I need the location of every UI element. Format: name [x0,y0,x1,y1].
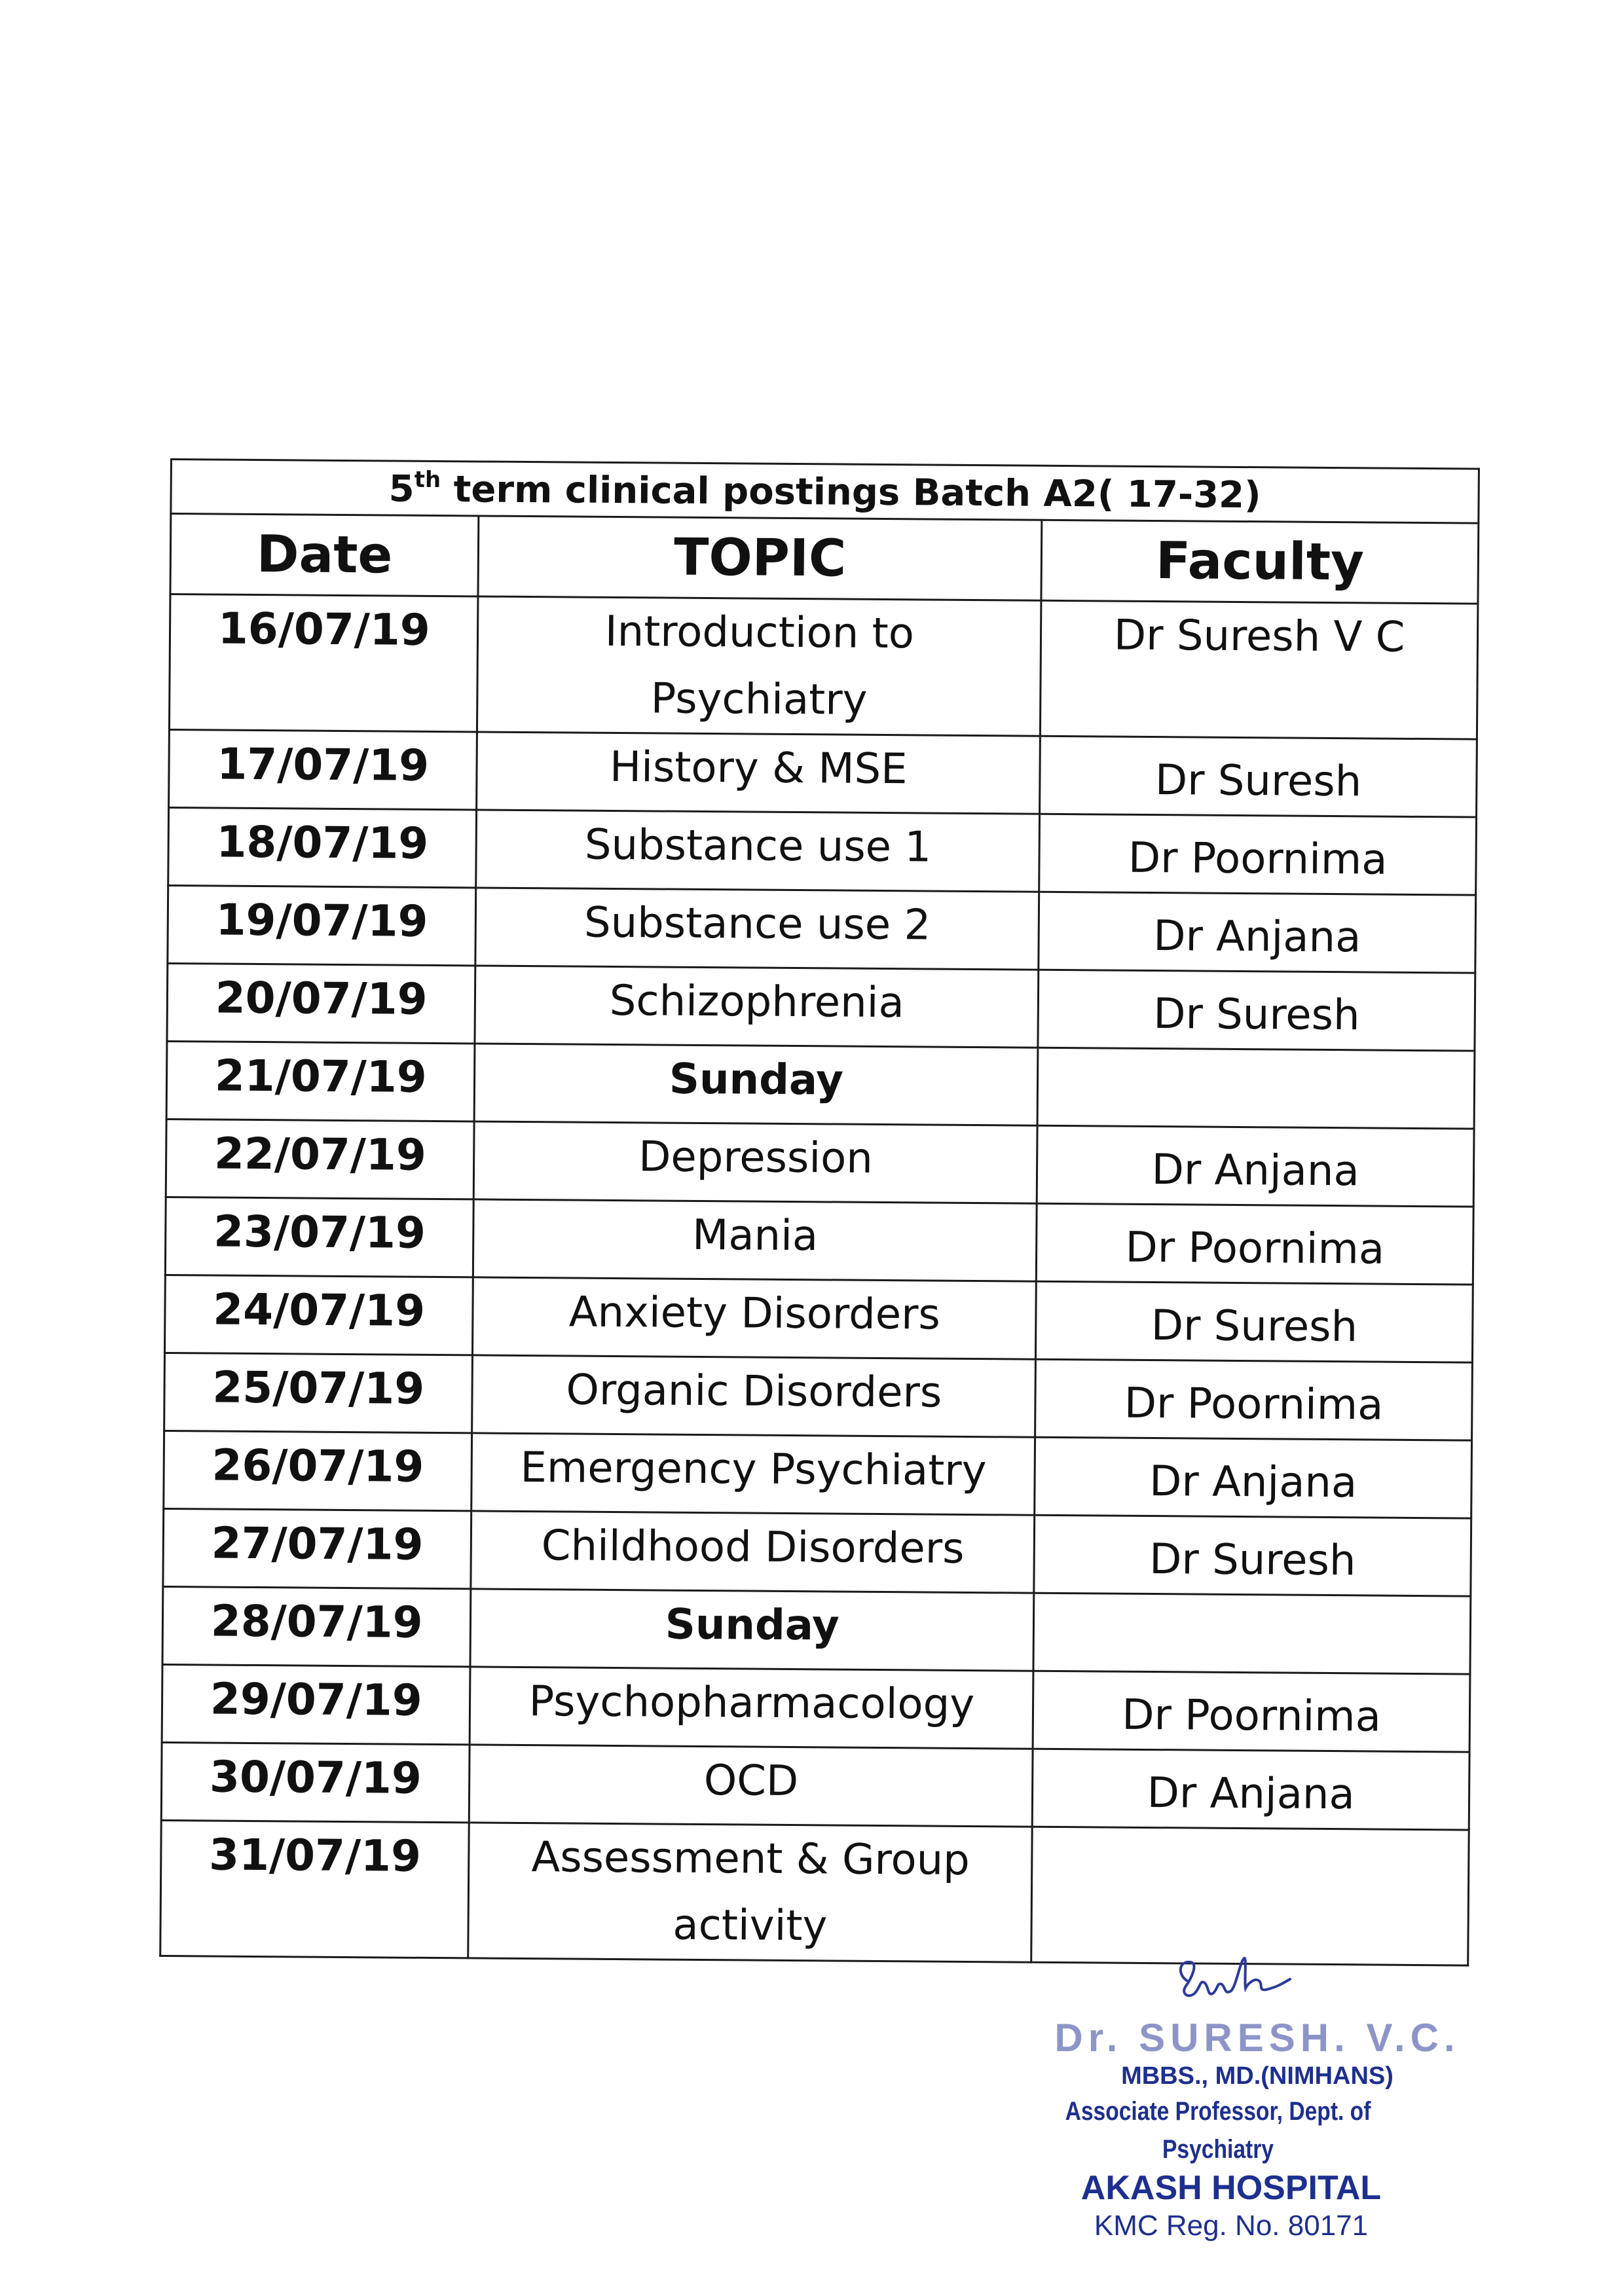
row-date: 19/07/19 [168,885,476,965]
table-row [166,1119,1474,1207]
row-faculty [1033,1593,1471,1674]
row-faculty: Dr Poornima [1035,1359,1473,1440]
row-faculty: Dr Poornima [1037,1203,1474,1285]
table-row [167,963,1475,1051]
table-title [171,460,1479,524]
row-faculty: Dr Suresh [1040,736,1477,817]
table-row [164,1430,1472,1518]
table-row [168,885,1476,973]
row-faculty: Dr Suresh [1036,1281,1473,1362]
row-topic: Childhood Disorders [471,1511,1035,1593]
row-date: 16/07/19 [169,594,478,732]
row-topic: Organic Disorders [472,1355,1036,1437]
row-topic: Anxiety Disorders [473,1277,1037,1359]
row-topic-line: activity [673,1901,828,1951]
row-topic: Mania [473,1199,1037,1281]
row-faculty [1031,1827,1469,1965]
schedule-table [159,458,1480,1967]
row-faculty: Dr Suresh V C [1041,600,1478,739]
row-topic-holiday: Sunday [470,1589,1034,1671]
row-topic [468,1823,1032,1962]
row-topic-line: Introduction to [604,607,915,659]
stamp-designation: Associate Professor, Dept. of Psychiatry [1065,2097,1371,2164]
title-term-number: 5 [388,467,415,511]
row-faculty: Dr Poornima [1033,1671,1470,1752]
table-row [169,594,1477,740]
row-topic: Substance use 2 [475,888,1039,970]
row-date: 24/07/19 [164,1275,473,1355]
row-topic: Depression [474,1121,1038,1203]
row-faculty: Dr Poornima [1039,814,1477,895]
row-date: 21/07/19 [166,1041,475,1121]
row-date: 30/07/19 [161,1742,470,1822]
row-faculty: Dr Anjana [1035,1437,1472,1518]
row-topic-holiday: Sunday [474,1044,1038,1125]
header-topic: TOPIC [478,516,1042,600]
row-date: 29/07/19 [162,1664,470,1744]
row-topic: Emergency Psychiatry [471,1433,1035,1515]
row-faculty: Dr Anjana [1032,1749,1469,1830]
header-date: Date [170,514,479,596]
row-date: 27/07/19 [163,1508,471,1588]
header-row [170,514,1479,604]
row-topic: Schizophrenia [475,966,1039,1048]
row-faculty: Dr Suresh [1034,1515,1471,1596]
row-topic: Substance use 1 [476,810,1040,892]
table-row [160,1820,1469,1965]
stamp-doctor-name: Dr. SURESH. V.C. [1054,2016,1460,2060]
row-date: 17/07/19 [169,729,477,809]
table-row [169,729,1477,817]
header-faculty: Faculty [1041,520,1479,604]
row-topic-line: Assessment & Group [531,1833,970,1886]
row-faculty: Dr Anjana [1037,1125,1474,1207]
row-date: 23/07/19 [165,1197,473,1277]
row-topic-line: Psychiatry [650,674,868,725]
row-date: 25/07/19 [164,1353,473,1432]
row-topic: Psychopharmacology [470,1667,1034,1749]
handwritten-signature [1172,1948,1329,2020]
row-faculty [1037,1048,1475,1129]
row-faculty: Dr Suresh [1038,970,1475,1051]
table-row [162,1664,1470,1752]
doctor-stamp [969,2016,1467,2244]
row-topic: History & MSE [477,732,1041,814]
row-date: 20/07/19 [167,963,475,1043]
row-topic: OCD [470,1745,1033,1827]
title-text: term clinical postings Batch A2( 17-32) [440,467,1261,517]
stamp-qualifications: MBBS., MD.(NIMHANS) [1121,2062,1393,2090]
row-date: 22/07/19 [166,1119,474,1199]
row-date: 26/07/19 [164,1430,472,1510]
table-row [161,1742,1469,1830]
title-row [171,460,1479,524]
table-row [163,1508,1471,1596]
table-row [168,807,1477,895]
title-term-suffix: th [414,466,441,493]
row-date: 31/07/19 [160,1820,470,1958]
row-topic [477,596,1041,736]
table-row [166,1041,1475,1129]
table-row [165,1197,1473,1285]
row-date: 28/07/19 [162,1586,471,1666]
table-row [164,1275,1473,1362]
stamp-hospital: AKASH HOSPITAL [1080,2169,1382,2207]
table-row [164,1353,1473,1440]
stamp-registration: KMC Reg. No. 80171 [1094,2210,1369,2242]
table-row [162,1586,1471,1674]
row-faculty: Dr Anjana [1039,892,1476,973]
row-date: 18/07/19 [168,807,477,887]
